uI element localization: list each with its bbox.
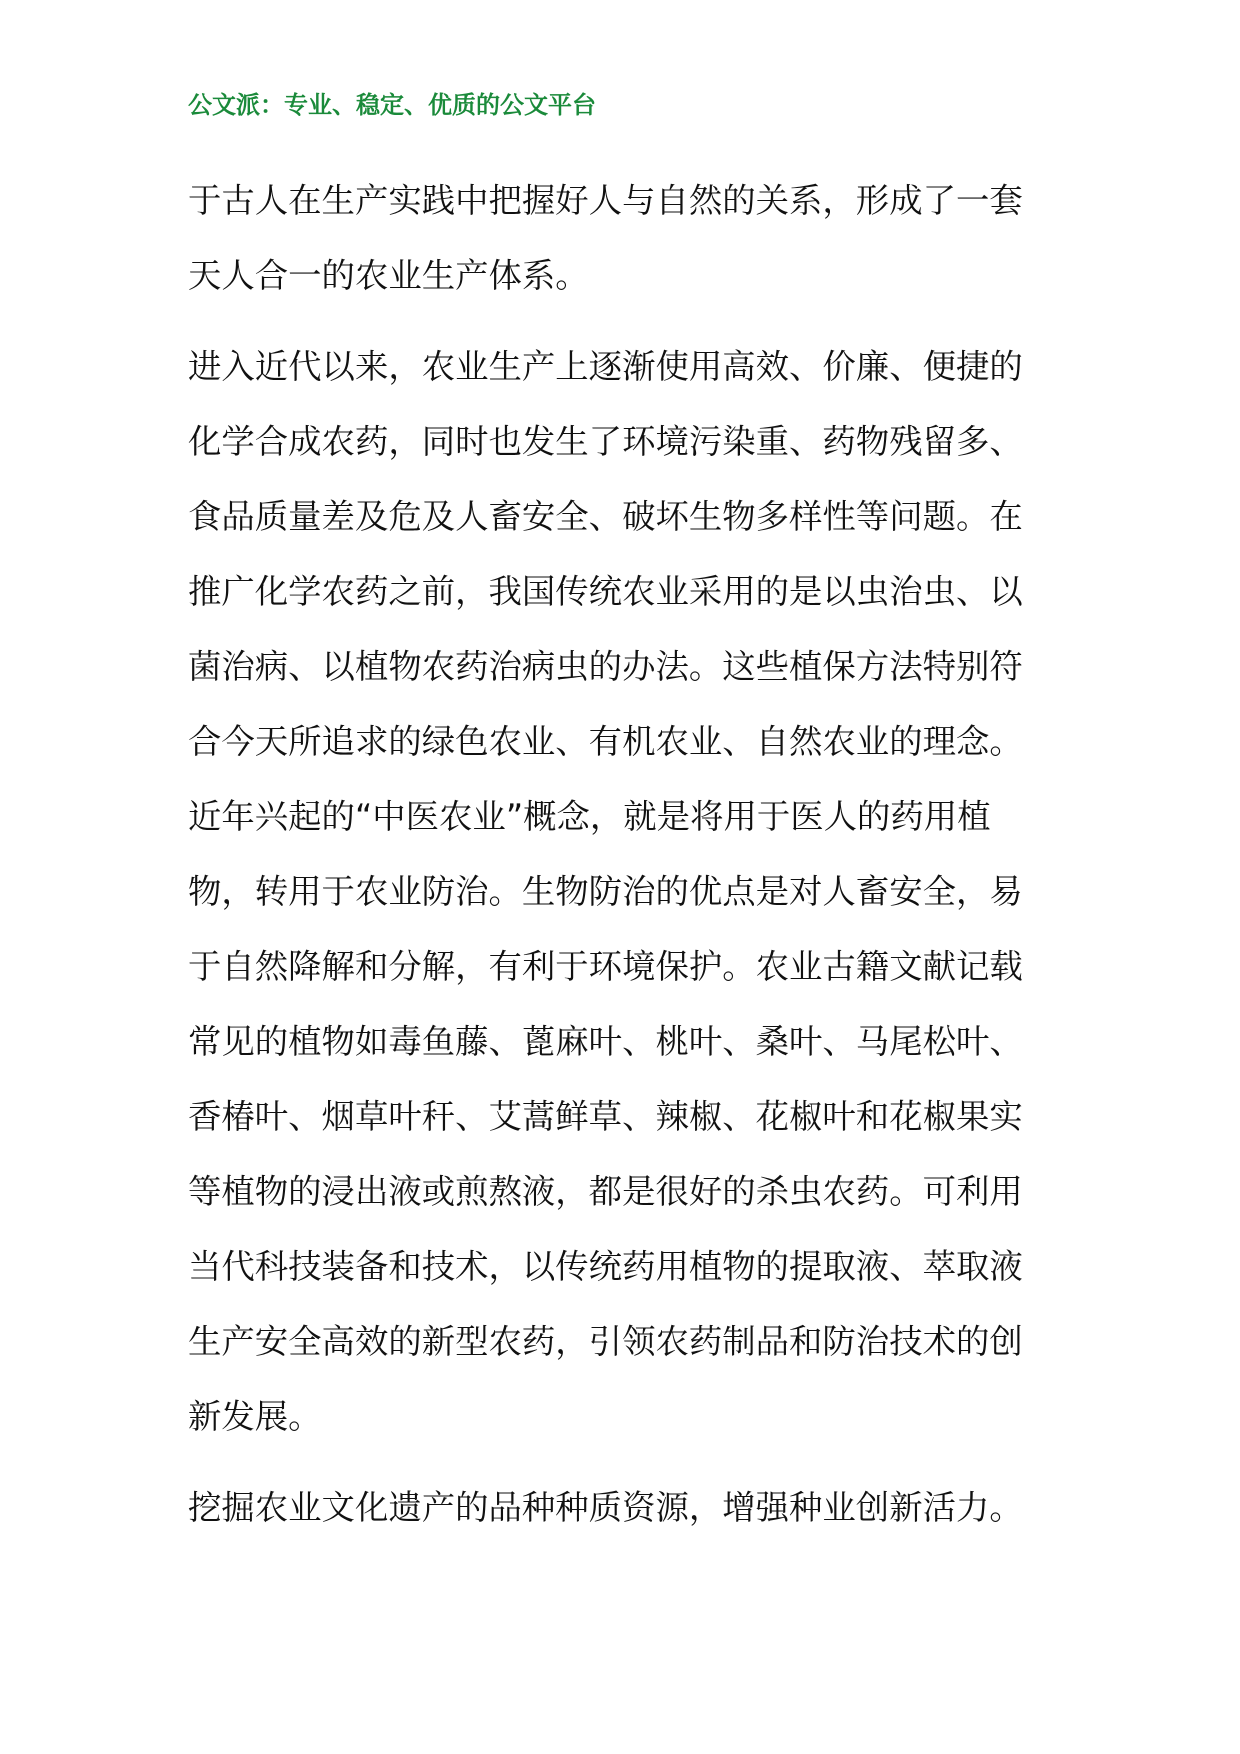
paragraph-3: [188, 1470, 1058, 1545]
paragraph-1: [188, 163, 1058, 313]
document-body: [188, 163, 1058, 1545]
text-line: 化学合成农药，同时也发生了环境污染重、药物残留多、: [188, 422, 1023, 461]
text-line: 生产安全高效的新型农药，引领农药制品和防治技术的创: [188, 1322, 1023, 1361]
text-line: 于古人在生产实践中把握好人与自然的关系，形成了一套: [188, 181, 1023, 220]
text-line: 当代科技装备和技术，以传统药用植物的提取液、萃取液: [188, 1247, 1023, 1286]
text-line: 新发展。: [188, 1397, 322, 1436]
text-line: 合今天所追求的绿色农业、有机农业、自然农业的理念。: [188, 722, 1023, 761]
text-line: 于自然降解和分解，有利于环境保护。农业古籍文献记载: [188, 947, 1023, 986]
text-line: 近年兴起的“中医农业”概念，就是将用于医人的药用植: [188, 797, 991, 836]
text-line: 常见的植物如毒鱼藤、蓖麻叶、桃叶、桑叶、马尾松叶、: [188, 1022, 1023, 1061]
paragraph-2: [188, 329, 1058, 1454]
text-line: 推广化学农药之前，我国传统农业采用的是以虫治虫、以: [188, 572, 1023, 611]
text-line: 物，转用于农业防治。生物防治的优点是对人畜安全，易: [188, 872, 1023, 911]
text-line: 菌治病、以植物农药治病虫的办法。这些植保方法特别符: [188, 647, 1023, 686]
text-line: 等植物的浸出液或煎熬液，都是很好的杀虫农药。可利用: [188, 1172, 1023, 1211]
site-header-banner: 公文派：专业、稳定、优质的公文平台: [188, 90, 596, 119]
text-line: 香椿叶、烟草叶秆、艾蒿鲜草、辣椒、花椒叶和花椒果实: [188, 1097, 1023, 1136]
text-line: 天人合一的农业生产体系。: [188, 256, 589, 295]
text-line: 食品质量差及危及人畜安全、破坏生物多样性等问题。在: [188, 497, 1023, 536]
text-line: 进入近代以来，农业生产上逐渐使用高效、价廉、便捷的: [188, 347, 1023, 386]
text-line: 挖掘农业文化遗产的品种种质资源，增强种业创新活力。: [188, 1488, 1023, 1527]
